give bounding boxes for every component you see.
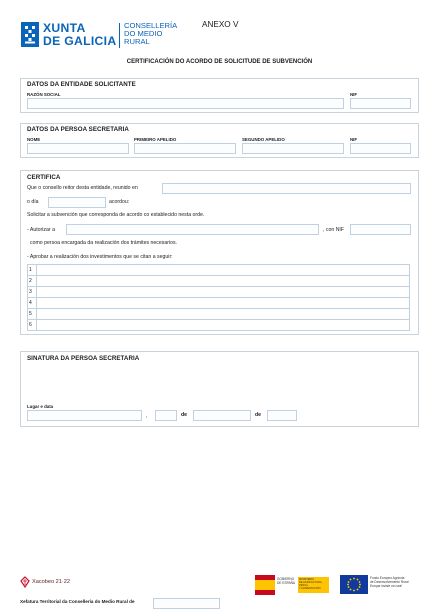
spanish-government-logo (255, 575, 329, 595)
agreed-text: acordou: (109, 199, 130, 205)
investment-row-input-5[interactable] (38, 310, 408, 318)
table-row-number: 5 (29, 311, 32, 317)
table-row-number: 1 (29, 267, 32, 273)
approve-investments-text: - Aprobar a realización dos investimentos que se citan a seguir: (27, 254, 173, 260)
place-date-label: Lugar e data (27, 404, 54, 409)
gov-text-1: GOBIERNO (277, 577, 295, 581)
investment-row-input-3[interactable] (38, 288, 408, 296)
authorize-nif-label: , con NIF (323, 227, 345, 233)
authorized-person-input[interactable] (66, 224, 319, 235)
eu-feader-logo (340, 575, 415, 595)
place-input[interactable] (27, 410, 142, 421)
secretary-section-title: DATOS DA PERSOA SECRETARIA (27, 126, 129, 133)
eu-flag-icon (340, 575, 368, 594)
xacobeo-text: Xacobeo 21·22 (32, 579, 70, 585)
territorial-office-label: Xefatura Territorial da Consellería do Medio Rural de (20, 599, 135, 604)
xunta-emblem-icon (21, 22, 39, 47)
logo-xunta-text: XUNTA (43, 21, 86, 35)
department-name (124, 22, 184, 47)
investment-row-input-1[interactable] (38, 266, 408, 274)
date-de-label-1: de (181, 412, 188, 418)
table-row-number: 4 (29, 300, 32, 306)
eu-text-2: de Desenvolvemento Rural (370, 580, 409, 584)
eu-text-1: Fondo Europeo Agrícola (370, 576, 405, 580)
certifies-section-title: CERTIFICA (27, 174, 61, 181)
second-surname-input[interactable] (242, 143, 344, 154)
table-row-divider (27, 297, 409, 298)
investment-row-input-6[interactable] (38, 321, 408, 329)
table-row-number: 6 (29, 322, 32, 328)
territorial-office-input[interactable] (153, 598, 220, 609)
investment-row-input-2[interactable] (38, 277, 408, 285)
ministry-block (298, 577, 329, 593)
first-name-input[interactable] (27, 143, 129, 154)
company-name-label: RAZÓN SOCIAL (27, 92, 61, 97)
authorized-nif-input[interactable] (350, 224, 411, 235)
ministry-line-3: Y ALIMENTACIÓN (299, 587, 321, 590)
investment-row-input-4[interactable] (38, 299, 408, 307)
meeting-place-text: Que o consello reitor desta entidade, reunido en (27, 185, 138, 191)
first-surname-label: PRIMEIRO APELIDO (134, 137, 177, 142)
request-subsidy-text: Solicitar a subvención que corresponda de acordo co establecido nesta orde. (27, 212, 205, 218)
applicant-section-title: DATOS DA ENTIDADE SOLICITANTE (27, 81, 136, 88)
department-line-3: RURAL (124, 37, 150, 47)
applicant-nif-input[interactable] (350, 98, 411, 109)
ministry-line-1: MINISTERIO (299, 578, 315, 581)
authorize-role-text: como persoa encargada da realización dos trámites necesarios. (30, 240, 178, 246)
xacobeo-shell-icon (20, 576, 30, 588)
first-surname-input[interactable] (134, 143, 236, 154)
year-input[interactable] (267, 410, 297, 421)
table-row-divider (27, 275, 409, 276)
secretary-nif-label: NIF (350, 137, 358, 142)
table-row-divider (27, 319, 409, 320)
secretary-nif-input[interactable] (350, 143, 411, 154)
meeting-date-input[interactable] (48, 197, 106, 208)
eu-text-3: Europa inviste no rural (370, 584, 402, 588)
company-name-input[interactable] (27, 98, 344, 109)
ministry-line-2: DE AGRICULTURA, PESCA (299, 581, 323, 587)
authorize-prefix: - Autorizar a (27, 227, 55, 233)
first-name-label: NOME (27, 137, 41, 142)
table-row-divider (27, 286, 409, 287)
eu-text-block (370, 576, 408, 588)
department-line-1: CONSELLERÍA (124, 21, 178, 30)
table-row-divider (27, 308, 409, 309)
signature-area[interactable] (27, 366, 410, 400)
date-de-label-2: de (255, 412, 262, 418)
day-input[interactable] (155, 410, 177, 421)
logo-separator (119, 23, 120, 48)
table-row-number: 2 (29, 278, 32, 284)
spain-flag-icon (255, 575, 275, 595)
gov-text-2: DE ESPAÑA (277, 580, 296, 585)
meeting-place-input[interactable] (162, 183, 411, 194)
meeting-date-prefix: o día (27, 199, 39, 205)
annex-label: ANEXO V (202, 20, 239, 29)
month-input[interactable] (193, 410, 251, 421)
logo-galicia-text: DE GALICIA (43, 34, 117, 48)
place-comma: , (146, 413, 148, 419)
gov-text-block (277, 578, 295, 585)
xacobeo-logo (20, 576, 78, 588)
applicant-nif-label: NIF (350, 92, 358, 97)
document-title: CERTIFICACIÓN DO ACORDO DE SOLICITUDE DE SUBVENCIÓN (126, 59, 313, 65)
signature-section-title: SINATURA DA PERSOA SECRETARIA (27, 355, 140, 362)
table-row-number: 3 (29, 289, 32, 295)
department-line-2: DO MEDIO (124, 29, 163, 39)
second-surname-label: SEGUNDO APELIDO (242, 137, 285, 142)
